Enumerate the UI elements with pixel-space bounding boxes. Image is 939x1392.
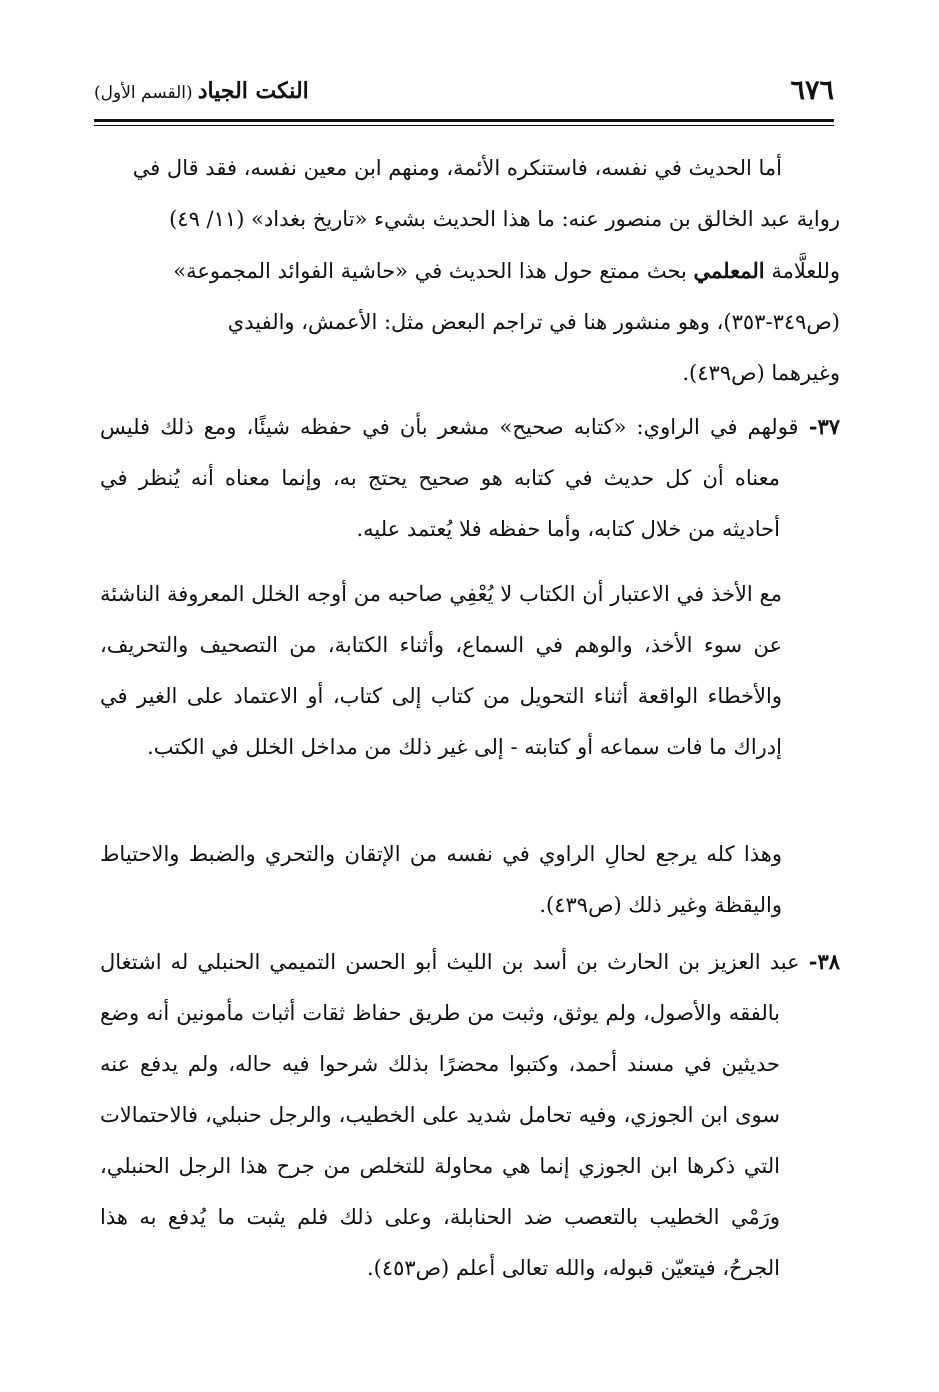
text-fragment: بحث ممتع حول هذا الحديث في «حاشية الفوائد المجموعة»	[173, 259, 687, 283]
entry-text: عبد العزيز بن الحارث بن أسد بن الليث أبو الحسن التميمي الحنبلي له اشتغال بالفقه والأصول، ولم يوثق، وثبت من طريق حفاظ ثقات أثبات مأمونين أنه وضع حديثين في مسند أحمد، وكتبوا محضرًا بذلك شرحوا فيه حاله، ولم يدفع عنه سوى ابن الجوزي، وفيه تحامل شديد على الخطيب، والرجل حنبلي، فالاحتمالات التي ذكرها ابن الجوزي إنما هي محاولة للتخلص من جرح هذا الرجل الحنبلي، ورَمْي الخطيب بالتعصب ضد الحنابلة، وعلى ذلك فلم يثبت ما يُدفع به هذا الجرحُ، فيتعيّن قبوله، والله تعالى أعلم (ص٤٥٣).	[100, 950, 800, 1280]
header-rule-thin	[94, 125, 834, 126]
page-number: ٦٧٦	[790, 75, 834, 106]
text-fragment: وللعلَّامة	[771, 259, 840, 283]
entry-38	[100, 936, 840, 1294]
entry-paragraph	[100, 401, 840, 555]
paragraph-continuation	[100, 143, 840, 399]
paragraph-text: مع الأخذ في الاعتبار أن الكتاب لا يُعْفِي صاحبه من أوجه الخلل المعروفة الناشئة عن سوء الأخذ، والوهم في السماع، وأثناء الكتابة، من التصحيف والتحريف، والأخطاء الواقعة أثناء التحويل من كتاب إلى كتاب، أو الاعتماد على الغير في إدراك ما فات سماعه أو كتابته - إلى غير ذلك من مداخل الخلل في الكتب.	[100, 582, 782, 759]
entry-37	[100, 401, 840, 555]
entry-number: ٣٨-	[808, 949, 840, 974]
book-title: النكت الجياد	[197, 78, 309, 104]
text-line	[100, 245, 840, 297]
entry-paragraph	[100, 936, 840, 1294]
paragraph-khalal	[100, 569, 840, 773]
author-name-emphasis: المعلمي	[693, 258, 765, 283]
paragraph-text: وهذا كله يرجع لحالِ الراوي في نفسه من الإتقان والتحري والضبط والاحتياط واليقظة وغير ذلك (ص٤٣٩).	[100, 842, 782, 917]
text-line: رواية عبد الخالق بن منصور عنه: ما هذا الحديث بشيء «تاريخ بغداد» (١١/ ٤٩)	[169, 207, 840, 231]
header-rule-thick	[94, 119, 834, 122]
running-title	[94, 74, 309, 110]
text-line: وغيرهما (ص٤٣٩).	[682, 361, 840, 385]
part-label: (القسم الأول)	[94, 83, 193, 103]
text-line: أما الحديث في نفسه، فاستنكره الأئمة، ومنهم ابن معين نفسه، فقد قال في	[132, 156, 782, 180]
page-header	[94, 74, 834, 114]
paragraph-hal-rawi	[100, 829, 840, 931]
entry-text: قولهم في الراوي: «كتابه صحيح» مشعر بأن في حفظه شيئًا، ومع ذلك فليس معناه أن كل حديث في كتابه هو صحيح يحتج به، وإنما معناه أنه يُنظر في أحاديثه من خلال كتابه، وأما حفظه فلا يُعتمد عليه.	[100, 415, 799, 541]
text-line: (ص٣٤٩-٣٥٣)، وهو منشور هنا في تراجم البعض مثل: الأعمش، والفيدي	[227, 310, 840, 334]
entry-number: ٣٧-	[808, 414, 840, 439]
